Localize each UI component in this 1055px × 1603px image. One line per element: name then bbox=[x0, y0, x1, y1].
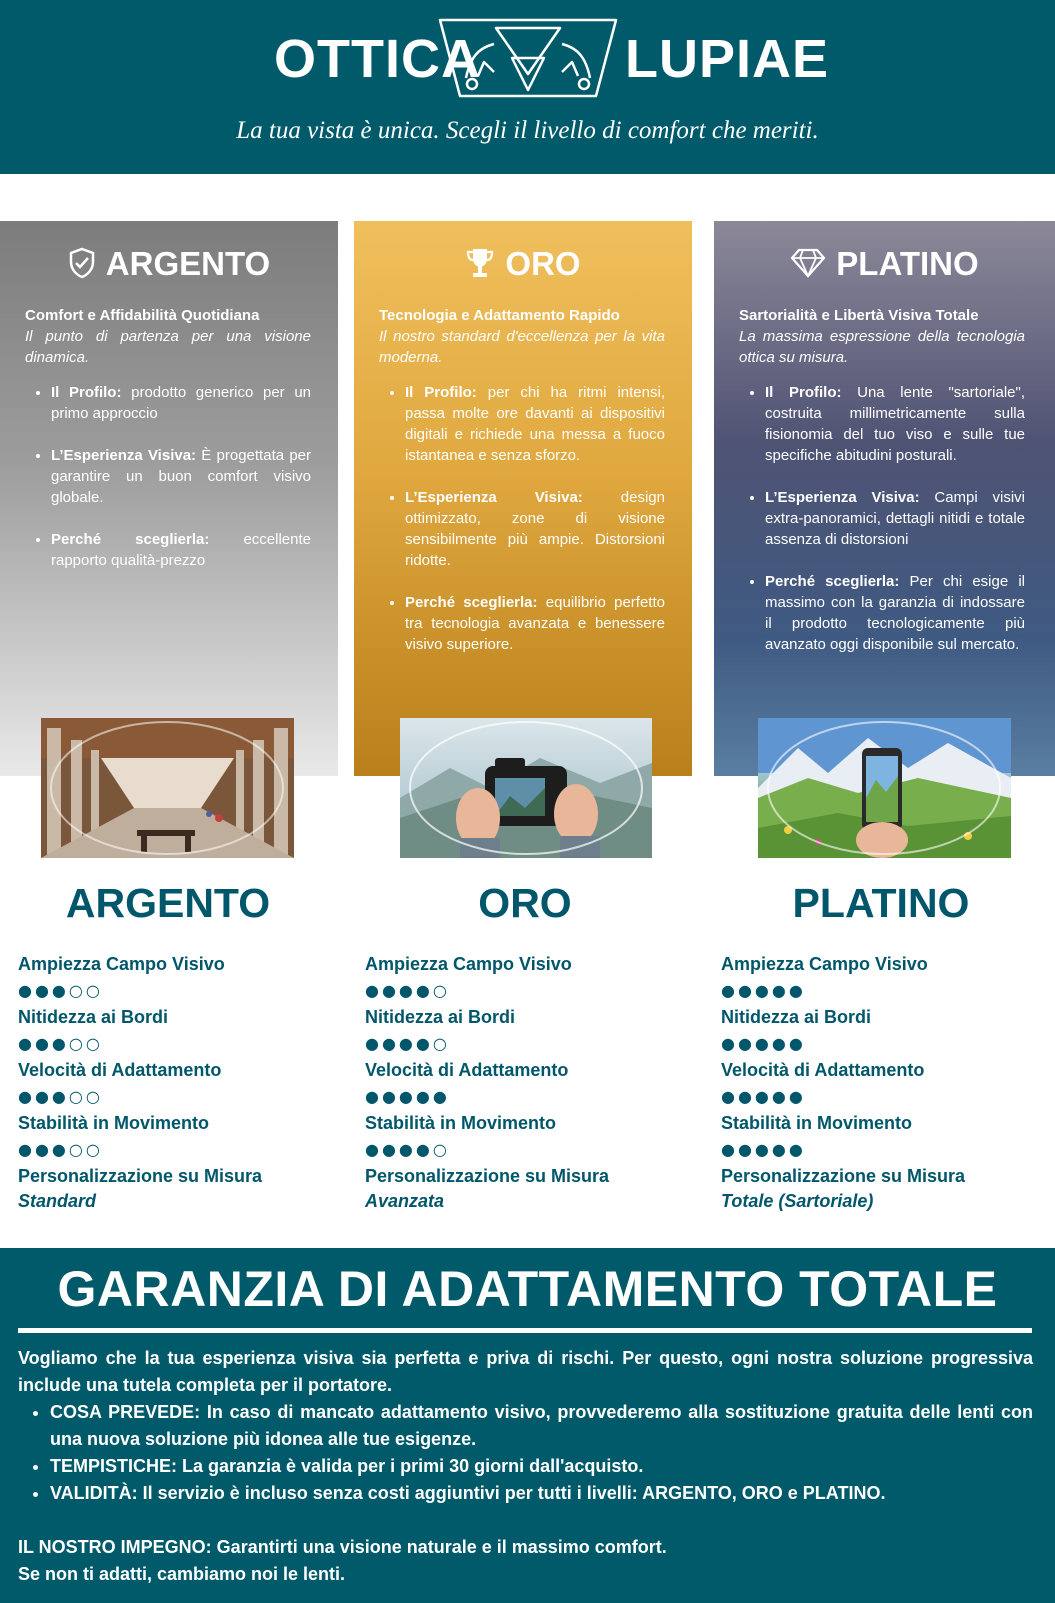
rating-label: Personalizzazione su Misura bbox=[18, 1166, 263, 1186]
list-item bbox=[51, 445, 311, 508]
rating-dots: ●●●○○ bbox=[18, 981, 103, 1000]
point-label: Perché sceglierla: bbox=[51, 531, 210, 548]
rating-label: Velocità di Adattamento bbox=[18, 1060, 222, 1080]
tier-name: PLATINO bbox=[836, 245, 979, 282]
point-label: L’Esperienza Visiva: bbox=[765, 489, 920, 506]
guarantee-intro: Vogliamo che la tua esperienza visiva sia perfetta e priva di rischi. Per questo, ogni nostra soluzione progressiva include una tutela completa per il portatore. bbox=[18, 1348, 1033, 1395]
tier-body bbox=[25, 305, 311, 592]
rating-item bbox=[365, 1164, 685, 1214]
rating-item bbox=[18, 1005, 338, 1058]
rating-title: PLATINO bbox=[792, 880, 970, 926]
header bbox=[0, 0, 1055, 174]
list-item bbox=[405, 382, 665, 466]
rating-item bbox=[365, 1058, 685, 1111]
shield-check-icon bbox=[68, 247, 96, 279]
point-label: Perché sceglierla: bbox=[765, 573, 900, 590]
rating-label: Nitidezza ai Bordi bbox=[18, 1007, 169, 1027]
divider bbox=[18, 1328, 1032, 1333]
rating-dots: ●●●○○ bbox=[18, 1034, 103, 1053]
brand-logo bbox=[0, 18, 1055, 98]
tier-title bbox=[354, 245, 692, 283]
rating-item bbox=[18, 952, 338, 1005]
point-text: Una lente "sartoriale", costruita millimetricamente sulla fisionomia del tuo viso e sulle tue specifiche abitudini posturali. bbox=[765, 384, 1025, 464]
guarantee-title: GARANZIA DI ADATTAMENTO TOTALE bbox=[57, 1261, 998, 1317]
rating-item bbox=[18, 1058, 338, 1111]
rating-dots: ●●●●● bbox=[721, 1087, 806, 1106]
rating-dots: ●●●●○ bbox=[365, 1034, 450, 1053]
list-item bbox=[765, 487, 1025, 550]
rating-item bbox=[18, 1164, 338, 1214]
trophy-icon bbox=[465, 247, 495, 279]
point-label: Il Profilo: bbox=[765, 384, 842, 401]
list-item bbox=[51, 382, 311, 424]
colonnade-lens-photo bbox=[41, 718, 294, 858]
rating-label: Personalizzazione su Misura bbox=[365, 1166, 610, 1186]
list-item bbox=[51, 529, 311, 571]
point-text: design ottimizzato, zone di visione sensibilmente più ampie. Distorsioni ridotte. bbox=[405, 489, 665, 569]
rating-dots: ●●●●○ bbox=[365, 1140, 450, 1159]
smartphone-mountain-lens-photo bbox=[758, 718, 1011, 858]
point-text: È progettata per garantire un buon comfort visivo globale. bbox=[51, 447, 311, 506]
rating-dots: ●●●●○ bbox=[365, 981, 450, 1000]
rating-item bbox=[18, 1111, 338, 1164]
rating-label: Personalizzazione su Misura bbox=[721, 1166, 966, 1186]
brand-name-left: OTTICA bbox=[274, 29, 481, 89]
list-item bbox=[765, 382, 1025, 466]
tier-card-platino bbox=[714, 221, 1055, 776]
list-item bbox=[405, 592, 665, 655]
guarantee-section bbox=[0, 1248, 1055, 1603]
tier-body bbox=[739, 305, 1025, 676]
rating-label: Nitidezza ai Bordi bbox=[365, 1007, 516, 1027]
brand-name-right: LUPIAE bbox=[625, 29, 830, 89]
point-label: L’Esperienza Visiva: bbox=[405, 489, 583, 506]
rating-item bbox=[721, 1111, 1041, 1164]
rating-dots: ●●●●● bbox=[721, 981, 806, 1000]
point-text: per chi ha ritmi intensi, passa molte ore davanti ai dispositivi digitali e richiede una messa a fuoco istantanea e senza sforzo. bbox=[405, 384, 665, 464]
rating-value: Standard bbox=[18, 1191, 97, 1211]
rating-item bbox=[721, 952, 1041, 1005]
list-item: • VALIDITÀ: Il servizio è incluso senza costi aggiuntivi per tutti i livelli: ARGENTO, ORO e PLATINO. bbox=[50, 1480, 1033, 1507]
tier-title bbox=[0, 245, 338, 283]
rating-label: Stabilità in Movimento bbox=[18, 1113, 210, 1133]
rating-label: Ampiezza Campo Visivo bbox=[18, 954, 225, 974]
tier-subtitle: Tecnologia e Adattamento Rapido bbox=[379, 307, 620, 324]
tagline: La tua vista è unica. Scegli il livello di comfort che meriti. bbox=[236, 117, 819, 144]
rating-item bbox=[365, 952, 685, 1005]
list-item: • COSA PREVEDE: In caso di mancato adattamento visivo, provvederemo alla sostituzione gratuita delle lenti con una nuova soluzione più idonea alle tue esigenze. bbox=[50, 1399, 1033, 1453]
tier-intro: La massima espressione della tecnologia ottica su misura. bbox=[739, 328, 1025, 366]
rating-label: Velocità di Adattamento bbox=[721, 1060, 925, 1080]
point-label: Perché sceglierla: bbox=[405, 594, 538, 611]
rating-dots: ●●●●● bbox=[365, 1087, 450, 1106]
rating-column-platino bbox=[721, 880, 1041, 1214]
rating-item bbox=[365, 1005, 685, 1058]
tier-subtitle: Sartorialità e Libertà Visiva Totale bbox=[739, 307, 979, 324]
wolves-emblem-icon bbox=[436, 18, 620, 98]
tier-card-oro bbox=[354, 221, 692, 776]
rating-title: ORO bbox=[478, 880, 572, 926]
rating-item bbox=[721, 1164, 1041, 1214]
point-text: Campi visivi extra-panoramici, dettagli nitidi e totale assenza di distorsioni bbox=[765, 489, 1026, 548]
rating-column-oro bbox=[365, 880, 685, 1214]
rating-label: Stabilità in Movimento bbox=[721, 1113, 913, 1133]
tier-intro: Il punto di partenza per una visione dinamica. bbox=[25, 328, 311, 366]
tier-body bbox=[379, 305, 665, 676]
diamond-icon bbox=[790, 248, 826, 278]
tier-name: ORO bbox=[505, 245, 581, 282]
point-text: prodotto generico per un primo approccio bbox=[51, 384, 311, 422]
rating-dots: ●●●●● bbox=[721, 1140, 806, 1159]
rating-label: Nitidezza ai Bordi bbox=[721, 1007, 872, 1027]
rating-label: Ampiezza Campo Visivo bbox=[365, 954, 572, 974]
guarantee-points bbox=[18, 1399, 1033, 1507]
tier-title bbox=[714, 245, 1055, 283]
rating-dots: ●●●○○ bbox=[18, 1140, 103, 1159]
tier-points bbox=[379, 382, 665, 655]
rating-label: Velocità di Adattamento bbox=[365, 1060, 569, 1080]
point-label: Il Profilo: bbox=[405, 384, 477, 401]
rating-dots: ●●●●● bbox=[721, 1034, 806, 1053]
tier-intro: Il nostro standard d'eccellenza per la vita moderna. bbox=[379, 328, 665, 366]
tier-subtitle: Comfort e Affidabilità Quotidiana bbox=[25, 307, 260, 324]
point-label: Il Profilo: bbox=[51, 384, 122, 401]
point-text: Per chi esige il massimo con la garanzia di indossare il prodotto tecnologicamente più avanzato oggi disponibile sul mercato. bbox=[765, 573, 1025, 653]
rating-value: Avanzata bbox=[365, 1191, 445, 1211]
tier-points bbox=[25, 382, 311, 571]
rating-column-argento bbox=[18, 880, 338, 1214]
commitment-line: IL NOSTRO IMPEGNO: Garantirti una visione naturale e il massimo comfort. bbox=[18, 1537, 667, 1557]
tier-card-argento bbox=[0, 221, 338, 776]
rating-item bbox=[721, 1058, 1041, 1111]
camera-lens-photo bbox=[400, 718, 652, 858]
list-item bbox=[765, 571, 1025, 655]
point-text: equilibrio perfetto tra tecnologia avanzata e benessere visivo superiore. bbox=[405, 594, 665, 653]
tier-points bbox=[739, 382, 1025, 655]
rating-value: Totale (Sartoriale) bbox=[721, 1191, 874, 1211]
list-item: • TEMPISTICHE: La garanzia è valida per i primi 30 giorni dall'acquisto. bbox=[50, 1453, 1033, 1480]
rating-item bbox=[721, 1005, 1041, 1058]
point-label: L’Esperienza Visiva: bbox=[51, 447, 197, 464]
list-item bbox=[405, 487, 665, 571]
rating-item bbox=[365, 1111, 685, 1164]
rating-label: Ampiezza Campo Visivo bbox=[721, 954, 928, 974]
commitment-line: Se non ti adatti, cambiamo noi le lenti. bbox=[18, 1564, 346, 1584]
rating-dots: ●●●○○ bbox=[18, 1087, 103, 1106]
guarantee-body bbox=[18, 1345, 1033, 1588]
rating-label: Stabilità in Movimento bbox=[365, 1113, 557, 1133]
point-text: eccellente rapporto qualità-prezzo bbox=[51, 531, 311, 569]
tier-name: ARGENTO bbox=[105, 245, 271, 282]
rating-title: ARGENTO bbox=[65, 880, 271, 926]
